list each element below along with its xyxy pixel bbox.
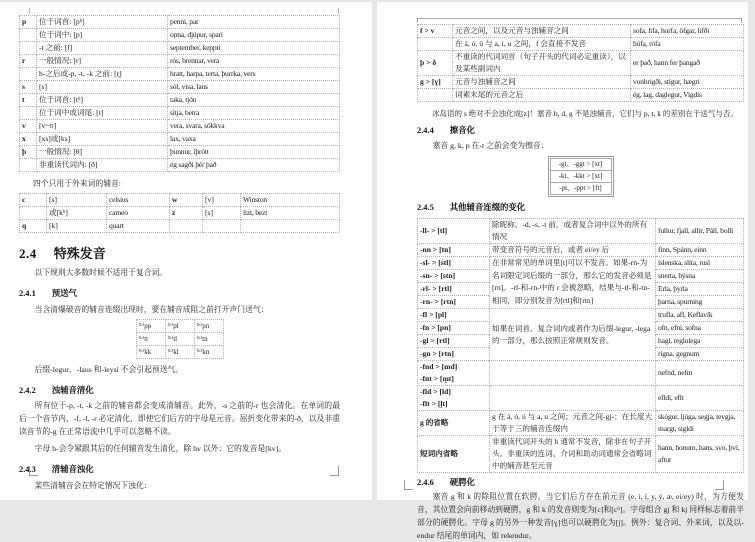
cell-cluster: g 的省略 [418, 411, 490, 436]
cell-cluster [418, 361, 490, 386]
table-row [418, 25, 744, 38]
cell-examples: trufla, afl, Keflavík [656, 309, 744, 322]
consonant-pronunciation-table [19, 15, 340, 172]
cell-example [241, 220, 340, 233]
cell: ⁽ʰ⁾kn [194, 346, 223, 359]
cell-letter [20, 42, 37, 55]
cell-letter: x [20, 133, 37, 146]
section-title: 特殊发音 [53, 246, 106, 261]
section-heading-2-4-5 [417, 201, 744, 213]
cell-rule: 非重读代词内: [ð] [37, 159, 168, 172]
cell-cluster: -fn > [pn] [418, 322, 490, 335]
cell-rule: 位于词中或词尾: [t] [37, 107, 168, 120]
text-boundary-corner [404, 480, 413, 490]
paragraph: 后缀-legur、-laus 和-leysi 不会引起预送气。 [34, 365, 184, 374]
section-title: 预送气 [51, 289, 77, 298]
cell-rule: f > v [418, 25, 453, 38]
text-boundary-tick [338, 8, 339, 14]
cell-condition [490, 386, 656, 411]
text-boundary-tick [29, 8, 30, 14]
table-row [20, 68, 340, 81]
rule-line: -fld > [ld] [420, 387, 451, 396]
cell-letter: w [170, 194, 203, 207]
cell-letter: t [20, 94, 37, 107]
paragraph: 以下规则大多数时候不适用于复合词。 [34, 268, 168, 277]
cell-cluster: -sl- > [stl] [418, 257, 490, 270]
cell-examples: rigna, gegnum [656, 348, 744, 361]
cell-condition: 元音与浊辅音之间 [453, 76, 631, 89]
table-row [20, 16, 340, 29]
cell-cluster: -rl- > [rtl] [418, 283, 490, 296]
table-row [418, 219, 744, 244]
cell-rule: [v~ʊ] [37, 120, 168, 133]
section-heading-2-4-4 [417, 124, 744, 136]
cell: ⁽ʰ⁾tl [165, 333, 194, 346]
cell-examples: ég sagði þér það [168, 159, 340, 172]
cell-examples: hratt, harpa, terta, þurrka, vers [168, 68, 340, 81]
cell-examples: opna, djúpur, spari [168, 29, 340, 42]
cell-rule: [xs]或[ks] [37, 133, 168, 146]
cell-examples: finn, Spánn, einn [656, 244, 744, 257]
rule-line: -fnd > [md] [420, 362, 458, 371]
table-row [20, 29, 340, 42]
cell-examples: vonbrigði, stígur, hægri [631, 76, 744, 89]
cell-value: [s] [203, 207, 241, 220]
preaspiration-table [136, 319, 224, 359]
cell-letter [20, 107, 37, 120]
section-title: 硬腭化 [449, 478, 475, 487]
cell-rule: [s] [37, 81, 168, 94]
table-row [418, 38, 744, 51]
cell: ⁽ʰ⁾pl [165, 320, 194, 333]
table-row [418, 244, 744, 257]
cell-letter: q [20, 220, 47, 233]
cell-examples: ofn, efni, sofna [656, 322, 744, 335]
section-title: 浊辅音清化 [51, 386, 94, 395]
cell-cluster [418, 386, 490, 411]
rule-line: -pt、-ppt > [ft] [550, 182, 612, 195]
cell-value: [k] [47, 220, 107, 233]
section-heading-2-4-6 [417, 476, 744, 488]
table-row [418, 76, 744, 89]
cell-examples: íslenska, slíta, rusl [656, 257, 744, 270]
section-heading-2-4-3 [19, 463, 340, 475]
table-row [418, 51, 744, 76]
cell-examples: þunnur, íþrótt [168, 146, 340, 159]
cell-condition: 在 á, ó, ú 与 a, i, u 之间，f 会直接不发音 [453, 38, 631, 51]
cell-rule: þ > ð [418, 51, 453, 76]
cell-value: [s] [47, 194, 107, 207]
cell-examples: ég, lag, daglegur, Vigdís [631, 89, 744, 102]
section-title: 擦音化 [449, 126, 475, 135]
cell-cluster: -rn- > [rtn] [418, 296, 490, 309]
cell-letter [20, 68, 37, 81]
cell-letter [170, 220, 203, 233]
cell-examples: penni, par [168, 16, 340, 29]
cell-cluster: 短词内省略 [418, 436, 490, 473]
cell-cluster: -nn > [tn] [418, 244, 490, 257]
rule-line: -fnt > [m̥t] [420, 374, 454, 383]
cell-rule: 一般情况: [r] [37, 55, 168, 68]
cell: ⁽ʰ⁾tt [136, 333, 165, 346]
paragraph: 字母 h-会令紧跟其后的任何辅音发生清化，除 hv 以外：它的发音是[kv]。 [34, 444, 287, 453]
cell: ⁽ʰ⁾kl [165, 346, 194, 359]
section-title: 其他辅音连缀的变化 [449, 203, 526, 212]
cell: ⁽ʰ⁾pp [136, 320, 165, 333]
cell-rule: 一般情况: [θ] [37, 146, 168, 159]
table-row [136, 346, 223, 359]
section-number: 2.4.3 [19, 465, 36, 474]
table-row [20, 55, 340, 68]
paragraph: 塞音 g, k, p 在-t 之前会变为擦音： [432, 141, 549, 150]
section-number: 2.4.6 [417, 478, 434, 487]
section-number: 2.4.5 [417, 203, 434, 212]
cell-condition [490, 361, 656, 386]
cell-examples: sofa, lifa, horfa, öfgar, lifði [631, 25, 744, 38]
cell-examples: er það, hann fer þangað [631, 51, 744, 76]
cell-letter: v [20, 120, 37, 133]
section-heading-2-4 [19, 243, 340, 262]
table-row [418, 436, 744, 473]
cell-examples: hann, honum, hans, svo, því, aftur [656, 436, 744, 473]
cell-examples: skógur, ljúga, segja, teygja, margt, sigldi [656, 411, 744, 436]
note-paragraph: 冰岛语的 s 绝对不会浊化成[z]！塞音 b, d, g 不是浊辅音，它们与 p, t, k 的差别在于送气与否。 [432, 109, 738, 118]
cell-cluster: -gl > [rtl] [418, 335, 490, 348]
table-row [20, 207, 340, 220]
section-number: 2.4.2 [19, 386, 36, 395]
cell-cluster: -fl > [pl] [418, 309, 490, 322]
cell-examples: húfa, rófa [631, 38, 744, 51]
cell-examples: efldi, eflt [656, 386, 744, 411]
cell-letter [20, 29, 37, 42]
cell-examples: hagl, reglulega [656, 335, 744, 348]
cell-examples: taka, tjón [168, 94, 340, 107]
table-row [20, 107, 340, 120]
cell-rule: h-之后或-p, -t, -k 之前: [r̥] [37, 68, 168, 81]
voicing-table [417, 24, 744, 102]
section-title: 清辅音浊化 [51, 465, 94, 474]
table-row [20, 159, 340, 172]
cell-condition: 非重读代词开头的 h 通常不发音，除非在句子开头。非重读的连词、介词和助动词通常会省略词中的辅音甚至元音 [490, 436, 656, 473]
cell-examples: vera, svara, sökkva [168, 120, 340, 133]
cell-rule: g > [ɣ] [418, 76, 453, 89]
cell-example: celsius [107, 194, 170, 207]
cell-examples: sitja, betra [168, 107, 340, 120]
table-row [418, 411, 744, 436]
cell-letter [20, 159, 37, 172]
cell-value [203, 220, 241, 233]
cell-letter: s [20, 81, 37, 94]
table-row [418, 89, 744, 102]
cell-examples: sól, visa, laus [168, 81, 340, 94]
fricativization-box [548, 156, 614, 197]
table-row [418, 257, 744, 270]
cell-cluster: -ll- > [tl] [418, 219, 490, 244]
cluster-changes-table [417, 218, 744, 473]
cell-letter: þ [20, 146, 37, 159]
cell: ⁽ʰ⁾kk [136, 346, 165, 359]
cell-condition-merged: 在非常常见的单词里[t]可以不发音。如果-rn-为名词限定词后缀的一部分，那么它的发音必须是[rn]。-rl-和-rn-中的 r 会被忽略，结果与-tl-和-tn-相同，即分别发音为[rtl]和[rtn] [490, 257, 656, 309]
section-number: 2.4 [19, 246, 37, 261]
section-heading-2-4-2 [19, 384, 340, 396]
cell-cluster: -sn- > [stn] [418, 270, 490, 283]
table-row [20, 133, 340, 146]
table-row [20, 120, 340, 133]
cell-condition-merged: 如果在词首、复合词内或者作为后缀-legur, -lega 的一部分，那么按照正常规则发音。 [490, 309, 656, 361]
cell-rule: 位于词首: [pʰ] [37, 16, 168, 29]
cell-rule: 位于词中: [p] [37, 29, 168, 42]
section-number: 2.4.1 [19, 289, 36, 298]
cell-letter: c [20, 194, 47, 207]
cell-condition: 带变音符号的元音后，或者 ei/ey 后 [490, 244, 656, 257]
cell-examples: þarna, spurning [656, 296, 744, 309]
cell-examples: nefnd, nefnt [656, 361, 744, 386]
cell: ⁽ʰ⁾tn [194, 333, 223, 346]
cell-rule [418, 38, 453, 51]
page-right[interactable] [377, 2, 748, 540]
page-left[interactable] [0, 2, 372, 500]
table-row [20, 94, 340, 107]
cell-condition: 元音之间，以及元音与浊辅音之间 [453, 25, 631, 38]
cell-examples: snerta, býsna [656, 270, 744, 283]
cell-examples: fullur, fjall, allir, Páll, bolli [656, 219, 744, 244]
section-heading-2-4-1 [19, 287, 340, 299]
cell-examples: rós, brennar, vera [168, 55, 340, 68]
table-row [20, 81, 340, 94]
cell-condition: g 在 á, ó, ú 与 a, u 之间；元音之间-gj-；在长度大于等于三的辅音连缀内 [490, 411, 656, 436]
table-row [20, 42, 340, 55]
cell-cluster: -gn > [rtn] [418, 348, 490, 361]
cell-value: 或[kʰ] [47, 207, 107, 220]
paragraph: 某些清辅音会在特定情况下浊化： [34, 481, 152, 490]
section-number: 2.4.4 [417, 126, 434, 135]
table-row [20, 194, 340, 207]
cell-condition: 除昵称、-d, -s, -t 前，或者复合词中以外的所有情况 [490, 219, 656, 244]
cell-example: lizt, bezt [241, 207, 340, 220]
foreign-consonants-table [19, 193, 340, 233]
cell-rule [418, 89, 453, 102]
text-boundary-top [417, 18, 742, 23]
cell-examples: september, keppti [168, 42, 340, 55]
cell-examples: lax, vaxa [168, 133, 340, 146]
cell-rule: -t 之前: [f] [37, 42, 168, 55]
cell-letter: r [20, 55, 37, 68]
cell-example: Winston [241, 194, 340, 207]
cell-examples: Erla, þyrla [656, 283, 744, 296]
table-row [20, 146, 340, 159]
cell-example: cameo [107, 207, 170, 220]
cell-rule: 位于词首: [tʰ] [37, 94, 168, 107]
table-row [418, 309, 744, 322]
table-row [418, 361, 744, 386]
rule-line: -kt、-kkt > [xt] [550, 170, 612, 183]
cell: ⁽ʰ⁾pn [194, 320, 223, 333]
cell-letter: z [170, 207, 203, 220]
paragraph: 塞音 g 和 k 的除阻位置在软腭。当它们后方存在前元音 (e, i, í, y, ý, æ, ei/ey) 时，为方便发音，其位置会向前移动到硬腭，g 和 k 的发音则变为[c]和[cʰ]。字母组合 gj 和 kj 同样标志着前半部分的硬腭化。字母 g 的另外一种发音[ɣ]也可以硬腭化为[j]。例外：复合词、外来词，以及以-endur 结尾的单词内，如 rekendur。 [417, 492, 744, 540]
rule-line: -flt > [l̥t] [420, 399, 448, 408]
table-row [20, 220, 340, 233]
paragraph: 当含清爆破音的辅音连缀出现时，要在辅音成阻之前打开声门送气： [34, 305, 269, 314]
table-row [418, 386, 744, 411]
cell-example: quart [107, 220, 170, 233]
cell-condition: 词素末尾的元音之后 [453, 89, 631, 102]
cell-value: [v] [203, 194, 241, 207]
paragraph: 所有位于-p, -t, -k 之前的辅音都会变成清辅音。此外，-s 之前的-r 也会清化。在单词的最后一个音节内，-f, -l, -r 必定清化，即使它们后方的字母是元音。屈折变化带来的-ð，以及非重读音节的-g 在正常语流中几乎可以忽略不读。 [19, 401, 340, 436]
foreign-consonants-intro: 四个只用于外来词的辅音: [33, 179, 121, 188]
cell-letter: p [20, 16, 37, 29]
table-row [136, 333, 223, 346]
cell-condition: 不重读的代词词首（句子开头的代词必定重读），以及某些副词内 [453, 51, 631, 76]
cell-letter [20, 207, 47, 220]
table-row [136, 320, 223, 333]
rule-line: -gt、-ggt > [xt] [550, 158, 612, 171]
